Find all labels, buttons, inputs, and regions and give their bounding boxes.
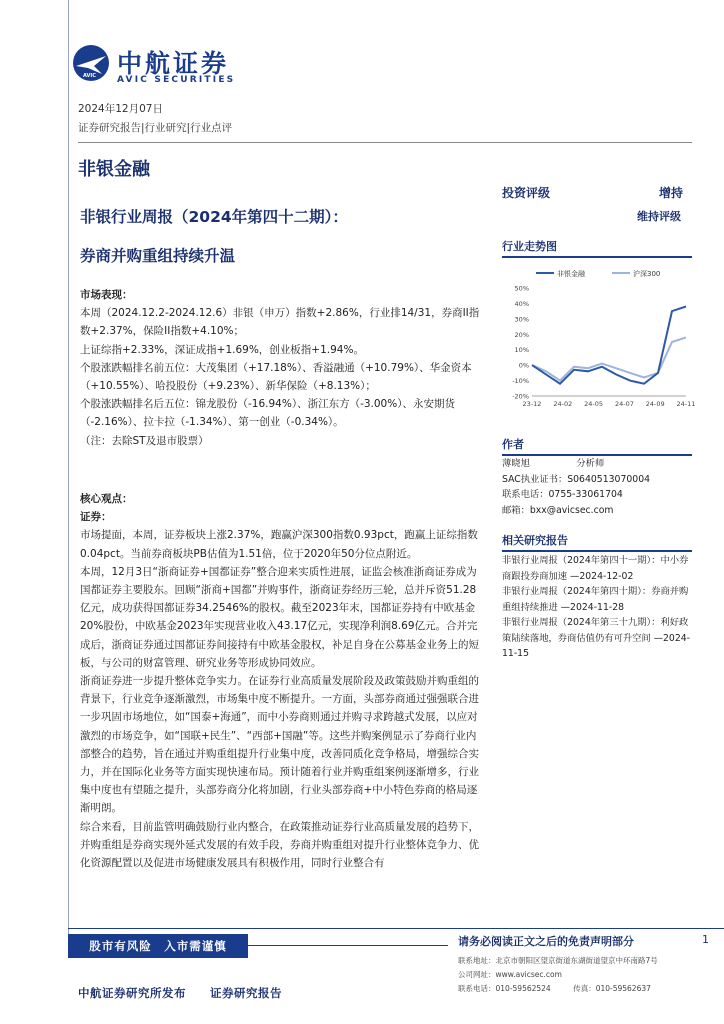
header-divider: [78, 142, 692, 143]
y-tick-label: 30%: [514, 315, 529, 324]
report-date: 2024年12月07日: [78, 103, 163, 115]
y-axis: [512, 285, 686, 401]
related-item[interactable]: 非银行业周报（2024年第四十期）：券商并购重组持续推进 —2024-11-28: [502, 586, 689, 613]
trend-rule: [502, 256, 692, 258]
market-paragraph: 个股涨跌幅排名前五位：大茂集团（+17.18%）、香溢融通（+10.79%）、华金资本（+10.55%）、哈投股份（+9.23%）、新华保险（+8.13%）；: [80, 361, 472, 393]
contact-info: [458, 954, 708, 996]
market-section: [80, 286, 480, 450]
banner-line: [248, 945, 448, 946]
contact-website[interactable]: 公司网址：www.avicsec.com: [458, 970, 562, 979]
legend-label-1: 非银金融: [557, 270, 585, 278]
x-tick-label: 24-09: [645, 400, 665, 408]
contact-phone: 联系电话：010-59562524 传真：010-59562637: [458, 984, 651, 993]
rating-value: 增持: [659, 186, 684, 200]
y-tick-label: 40%: [514, 299, 529, 308]
author-names: 薄晓旭 分析师: [502, 458, 605, 469]
author-sac: SAC执业证书：S0640513070004: [502, 473, 651, 485]
series-line-1: [532, 307, 686, 384]
y-tick-label: 10%: [514, 346, 529, 355]
related-list: [502, 553, 692, 662]
author-phone: 联系电话：0755-33061704: [502, 489, 623, 500]
rating-label: 投资评级: [502, 186, 551, 200]
y-tick-label: 0%: [518, 361, 529, 370]
series-group: [532, 307, 686, 384]
report-title-line2: 券商并购重组持续升温: [80, 247, 236, 265]
x-axis: [523, 400, 696, 408]
y-tick-label: -20%: [512, 392, 529, 401]
core-paragraph: 综合来看，目前监管明确鼓励行业内整合，在政策推动证券行业高质量发展的趋势下，并购重组是券商实现外延式发展的有效手段，券商并购重组对提升行业整体竞争力、优化资源配置以及促进市场健康发展具有积极作用，同时行业整合有: [80, 820, 479, 870]
report-category: 证券研究报告|行业研究|行业点评: [78, 122, 233, 134]
related-rule: [502, 550, 692, 552]
x-tick-label: 24-02: [553, 400, 573, 408]
report-title-line1: 非银行业周报（2024年第四十二期）：: [80, 208, 348, 226]
trend-chart: [502, 262, 696, 422]
x-tick-label: 24-11: [676, 400, 696, 408]
legend: [536, 269, 660, 278]
sector-title: 非银金融: [78, 159, 150, 180]
disclaimer-link[interactable]: 请务必阅读正文之后的免责声明部分: [458, 935, 634, 948]
brand-name-en: AVIC SECURITIES: [117, 75, 236, 85]
related-heading: 相关研究报告: [502, 534, 568, 547]
contact-address: 联系地址：北京市朝阳区望京街道东湖街道望京中环南路7号: [458, 956, 658, 965]
rating-sub: 维持评级: [637, 210, 681, 223]
brand-name-cn: 中航证券: [117, 49, 230, 78]
author-email[interactable]: 邮箱：bxx@avicsec.com: [502, 504, 614, 516]
legend-label-2: 沪深300: [633, 270, 661, 278]
core-paragraph: 浙商证券进一步提升整体竞争实力。在证券行业高质量发展阶段及政策鼓励并购重组的背景下，行业竞争逐渐激烈，市场集中度不断提升。一方面，头部券商通过强强联合进一步巩固市场地位，如“国泰+海通”，而中小券商则通过并购寻求跨越式发展，以应对激烈的市场竞争，如“国联+民生”、“西部+国融”等。这些并购案例显示了券商行业内部整合的趋势，旨在通过并购重组提升行业集中度，改善同质化竞争格局，增强综合实力，并在国际化业务等方面实现快速布局。预计随着行业并购重组案例逐渐增多，行业集中度也有望随之提升，头部券商分化将加剧，行业头部券商+中小特色券商的格局逐渐明朗。: [80, 675, 479, 815]
market-paragraph: 上证综指+2.33%，深证成指+1.69%，创业板指+1.94%。: [80, 343, 364, 356]
core-heading: 核心观点：: [80, 493, 133, 505]
avic-logo-icon: [72, 44, 110, 82]
series-line-2: [532, 337, 686, 380]
y-tick-label: 50%: [514, 284, 529, 293]
related-item[interactable]: 非银行业周报（2024年第三十九期）：利好政策陆续落地，券商估值仍有可升空间 —2024-11-15: [502, 617, 691, 659]
authors-block: [502, 456, 692, 518]
core-subheading: 证券：: [80, 511, 112, 524]
x-tick-label: 24-07: [614, 400, 634, 408]
y-tick-label: 20%: [514, 330, 529, 339]
core-paragraph: 本周，12月3日“浙商证券+国都证券”整合迎来实质性进展，证监会核准浙商证券成为国都证券主要股东。回顾“浙商+国都”并购事件，浙商证券经历三轮，总并斥资51.28亿元，成功获得国都证券34.2546%的股权。截至2023年末，国都证券持有中欧基金20%股份，中欧基金2023年实现营业收入43.17亿元，实现净利润8.69亿元。合并完成后，浙商证券通过国都证券间接持有中欧基金股权，补足自身在公募基金业务上的短板，与公司的财富管理、研究业务等形成协同效应。: [80, 565, 479, 669]
x-tick-label: 24-05: [584, 400, 604, 408]
risk-banner: 股市有风险 入市需谨慎: [68, 934, 248, 958]
x-tick-label: 23-12: [522, 400, 542, 408]
page-number: 1: [702, 933, 709, 946]
related-item[interactable]: 非银行业周报（2024年第四十一期）：中小券商跟投券商加速 —2024-12-02: [502, 555, 689, 582]
publisher-line: 中航证券研究所发布 证券研究报告: [78, 986, 282, 1000]
market-note: （注：去除ST及退市股票）: [80, 434, 209, 447]
market-paragraph: 本周（2024.12.2-2024.12.6）非银（申万）指数+2.86%，行业排14/31，券商II指数+2.37%，保险II指数+4.10%；: [80, 307, 480, 338]
y-tick-label: -10%: [512, 377, 529, 386]
authors-heading: 作者: [502, 438, 524, 451]
market-heading: 市场表现：: [80, 289, 133, 301]
logo-text: AVIC: [83, 73, 96, 79]
market-paragraph: 个股涨跌幅排名后五位：锦龙股份（-16.94%）、浙江东方（-3.00%）、永安期货（-2.16%）、拉卡拉（-1.34%）、第一创业（-0.34%）。: [80, 398, 455, 429]
left-margin-line: [68, 0, 69, 940]
core-paragraph: 市场提面，本周，证券板块上涨2.37%，跑赢沪深300指数0.93pct，跑赢上证综指数0.04pct。当前券商板块PB估值为1.51倍，位于2020年50分位点附近。: [80, 529, 478, 560]
trend-heading: 行业走势图: [502, 240, 557, 253]
footer-top-rule: [68, 928, 724, 929]
core-section: [80, 490, 480, 872]
